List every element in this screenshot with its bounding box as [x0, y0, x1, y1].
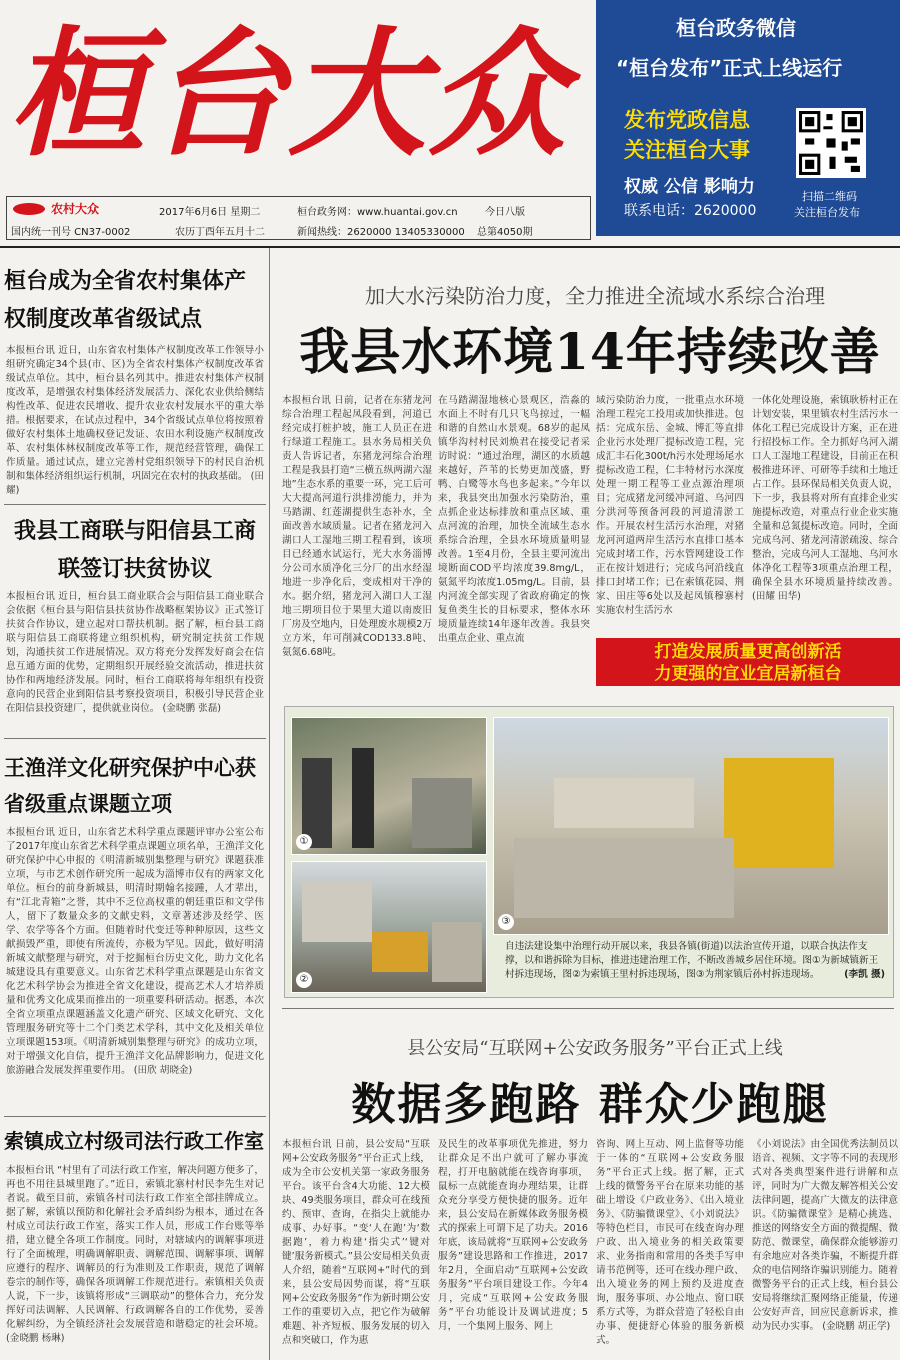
second-story-headline: 数据多跑路 群众少跑腿 [351, 1079, 829, 1130]
section-divider [282, 1008, 894, 1009]
story-title-rural-reform: 桓台成为全省农村集体产权制度改革省级试点 [4, 268, 247, 332]
story-body-wang-yuyang: 本报桓台讯 近日，山东省艺术科学重点课题评审办公室公布了2017年度山东省艺术科学重点课题立项名单，王渔洋文化研究保护中心申报的《明清新城别集整理与研究》课题获准立项，与市艺术创作研究所一起成为淄博市仅有的两家文化单位。桓台的前身新城县，明清时期翰名接踵，人才辈出，有“江北青箱”之誉，其中不乏位高权重的朝廷重臣和文学伟人，留下了数量众多的文献史料，文章著述涉及经学、医学、农学等各个方面。但随着时代变迁等种种原因，这些文献损毁严重，即使有所流传，亦极为罕见。因此，做好明清新城文献整理与研究，对于挖掘桓台历史文化，助力文化名城建设具有重要意义。山东省艺术科学重点课题是山东省文化艺术科学协会为推进全省文化建设，提高艺术人才培养质量和优秀文化成果而推出的一项重要科研活动。据悉，本次全省立项重点课题涵盖文化遗产研究、区域文化研究、文化管理服务研究等十二个门类艺术学科，其中文化及相关单位立项课题153项。《明清新城别集整理与研究》的成功立项，对于增强文化自信，提升王渔洋文化品牌影响力，促进文化旅游融合发展发挥重要作用。 (田欣 胡晓金) [6, 827, 264, 1076]
story-divider [4, 738, 266, 739]
story-body-suozhen-judicial: 本报桓台讯 “村里有了司法行政工作室，解决问题方便多了，再也不用往县城里跑了。”近日，索镇北寨村村民李先生对记者说。截至目前，索镇各村司法行政工作室全部挂牌成立。据了解，索镇以预防和化解社会矛盾纠纷为根本，通过在各村成立司法行政工作室，落实工作人员，形成工作台账等举措，建立健全各项工作制度。同时，对辖域内的调解事项进行了全面梳理，明确调解职责、调解范围、调解事项、调解应遵行的程序、调解员的行为准则及工作职责，规范了调解卷宗的制作等，确保各项调解工作规范进行。索镇相关负责人说，下一步，该镇将形成“三调联动”的整体合力，充分发挥好司法调解、人民调解、行政调解各自的工作优势，妥善化解纠纷，为全镇经济社会发展营造和谐稳定的社会环境。 (金晓鹏 杨琳) [6, 1165, 264, 1344]
slogan-line-2: 力更强的宜业宜居新桓台 [654, 664, 842, 684]
newspaper-title: 桓台大众 [8, 12, 569, 175]
second-story-column-3: 咨询、网上互动、网上监督等功能于一体的“互联网+公安政务服务”平台正式上线。据了解，正式上线的微警务平台在原来功能的基础上增设《户政业务》、《出入境业务》、《防骗微课堂》、《小刘说法》等特色栏目，市民可在线查询办理户政、出入境业务的相关政策要求、业务指南和常用的各类手写申请书范例等，还可在线办理户政、出入境业务的网上预约及进度查询，服务事项、办公地点、窗口联系方式等，为群众营造了轻松自由办事、便捷舒心体验的服务新模式。 [596, 1139, 744, 1346]
promo-slogan-2: 关注桓台大事 [624, 138, 750, 162]
photo-label-2: ② [296, 972, 312, 988]
lead-story-column-2: 在马踏湖湿地核心景观区，浩淼的水面上不时有几只飞鸟掠过，一幅和谐的自然山水景观。68岁的起凤镇华沟村村民刘焕君在接受记者采访时说：“通过治理，湖区的水质越来越好，芦苇的长势更加茂盛，野鸭、白鹭等水鸟也多起来。”今年以来，我县突出加强水污染防治，重点抓企业达标排放和重点区域、重点河流的治理，加快全流域生态水系综合治理，全县水环境质量明显改善。1至4月份，全县主要河流出境断面COD平均浓度39.8mg/L，氨氮平均浓度1.05mg/L。目前，县内河流全部实现了省政府确定的恢复鱼类生长的目标要求，整体水环境质量连续14年逐年改善。我县突出重点企业、重点流 [438, 395, 590, 644]
second-story-column-4: 《小刘说法》由全国优秀法制员以语音、视频、文字等不同的表现形式对各类典型案件进行讲解和点评，同时为广大微友解答相关公安法律问题，提高广大微友的法律意识。《防骗微课堂》是精心挑选、推送的网络安全方面的微提醒、微防范、微课堂，确保群众能够游刃有余地应对各类诈骗，不断提升群众的电信网络诈骗识别能力。随着微警务平台的正式上线，桓台县公安局将继续汇聚网络正能量，传递公安好声音，回应民意新诉求，推动为民办实事。 (金晓鹏 胡正学) [752, 1139, 898, 1332]
photo-label-1: ① [296, 834, 312, 850]
lead-story-headline: 我县水环境14年持续改善 [299, 322, 881, 381]
photo-demolition-3[interactable] [493, 717, 889, 935]
lead-story-column-4: 一体化处理设施，索镇耿桥村正在计划安装，果里镇农村生活污水一体化工程已完成设计方案，正在进行招投标工作。全力抓好乌河入湖口人工湿地工程建设，目前正在积极推进环评、可研等手续和土地迁占工作。县环保局相关负责人说，下一步，我县将对所有直排企业实施提标改造，对重点行业企业实施全量和总氮提标改造。同时，全面完成乌河、猪龙河清淤疏浚、综合整治，完成乌河人工湿地、乌河水体净化工程等3项重点治理工程，确保全县水环境质量持续改善。 (田耀 田华) [752, 395, 898, 602]
date-label: 2017年6月6日 星期二 [159, 207, 261, 218]
pages-label: 今日八版 [485, 207, 525, 218]
photo-scene-icon [292, 718, 487, 855]
qr-caption-2: 关注桓台发布 [794, 206, 860, 219]
masthead-info-bar [6, 196, 591, 240]
qr-caption-1: 扫描二维码 [802, 190, 857, 203]
promo-subtitle: “桓台发布”正式上线运行 [616, 56, 843, 80]
photo-demolition-1[interactable] [291, 717, 487, 855]
story-title-wang-yuyang: 王渔洋文化研究保护中心获省级重点课题立项 [4, 755, 256, 816]
photo-scene-icon [494, 718, 889, 935]
qr-code-icon[interactable] [796, 108, 866, 178]
red-slogan-banner [596, 638, 900, 686]
story-title-suozhen-judicial: 索镇成立村级司法行政工作室 [4, 1129, 264, 1153]
promo-tagline: 权威 公信 影响力 [624, 177, 755, 197]
lead-story-column-1: 本报桓台讯 日前，记者在东猪龙河综合治理工程起凤段看到，河道已经完成打桩护坡，施工人员正在进行绿道工程施工。县水务局相关负责人告诉记者，东猪龙河综合治理工程是我县打造“三横五纵两湖六湿地”生态水系的重要一环，完工后可大大提高河道行洪排涝能力，并为马踏湖、红莲湖提供生态补水，全面改善水域质量。记者在猪龙河入湖口人工湿地三期工程看到，该项目已经通水试运行，光大水务淄博分公司水质净化三分厂的出水经湿地进一步净化后，变成相对干净的水。据介绍，猪龙河入湖口人工湿地三期项目位于果里大道以南废旧厂房及空地内，日处理废水规模2万立方米，年可削减COD133.8吨、氨氮6.68吨。 [282, 395, 432, 658]
photo-caption-text: 自违法建设集中治理行动开展以来，我县各镇(街道)以法治宣传开道，以联合执法作支撑，以和谐拆除为目标，推进违建治理工作，不断改善城乡居住环境。图①为新城镇新王村拆违现场，图②为索镇王里村拆违现场，图③为荆家镇后孙村拆违现场。 [505, 941, 879, 980]
masthead [0, 0, 590, 242]
photo-credit: (李凯 摄) [844, 969, 885, 980]
lunar-date-label: 农历丁酉年五月十二 [175, 227, 265, 238]
lead-story-kicker: 加大水污染防治力度，全力推进全流域水系综合治理 [365, 284, 825, 308]
sub-logo: 农村大众 [51, 202, 100, 216]
promo-title: 桓台政务微信 [676, 16, 796, 40]
issn-label: 国内统一刊号 CN37-0002 [11, 227, 131, 238]
hotline-label: 新闻热线：2620000 13405330000 [297, 227, 465, 238]
story-title-commerce-federation: 我县工商联与阳信县工商联签订扶贫协议 [13, 518, 256, 582]
wechat-promo-box [596, 0, 900, 236]
photo-demolition-2[interactable] [291, 861, 487, 993]
photo-label-3: ③ [498, 914, 514, 930]
photo-caption [505, 940, 885, 982]
second-story-column-1: 本报桓台讯 日前，县公安局“互联网+公安政务服务”平台正式上线，成为全市公安机关第一家政务服务平台。该平台含4大功能、12大模块、49类服务项目，群众可在线预约、预审、查询，在指尖上就能办成事、办好事。“变‘人在跑’为‘数据跑’，着力构建‘指尖式’‘键对键’服务新模式。”县公安局相关负责人介绍，随着“互联网+”时代的到来，县公安局因势而谋，将“互联网+公安政务服务”作为新时期公安工作的重要切入点，把它作为破解难题、补齐短板、服务发展的切入点和突破口，作为惠 [282, 1139, 430, 1346]
promo-slogan-1: 发布党政信息 [624, 108, 750, 132]
promo-phone: 联系电话：2620000 [624, 203, 757, 219]
second-story-kicker: 县公安局“互联网+公安政务服务”平台正式上线 [407, 1038, 783, 1059]
website-label: 桓台政务网：www.huantai.gov.cn [297, 207, 458, 218]
logo-mark-icon [11, 201, 47, 217]
second-story-column-2: 及民生的改革事项优先推进，努力让群众足不出户就可了解办事流程，打开电脑就能在线咨询事项，鼠标一点就能查询办理结果，让群众充分享受方便快捷的服务。近年来，县公安局在新媒体政务服务模式的探索上可谓下足了功夫。2016年底，该局就将“互联网+公安政务服务”建设思路和工作推进，2017年2月，全面启动“互联网+公安政务服务”平台项目建设工作。今年4月，完成“互联网+公安政务服务”平台功能设计及调试进度；5月，一个集网上服务、网上 [438, 1139, 588, 1332]
photo-scene-icon [292, 862, 487, 993]
story-divider [4, 1116, 266, 1117]
story-body-rural-reform: 本报桓台讯 近日，山东省农村集体产权制度改革工作领导小组研究确定34个县(市、区)为全省农村集体产权制度改革省级试点单位。其中，桓台县名列其中。推进农村集体产权制度改革，是增强农村集体经济发展活力、深化农业供给侧结构性改革、促进农民增收、提升农业农村发展水平的重大举措。根据要求，在试点过程中，34个省级试点单位将按照着做好农村集体土地确权登记发证、农田水利设施产权制度改革、农村集体林权制度改革等工作，规范经营管理，确保工作质量。通过试点，建立完善村党组织领导下的村民自治机制和集体经济组织运行机制，巩固完在农村的执政基础。 (田耀) [6, 345, 264, 496]
slogan-line-1: 打造发展质量更高创新活 [654, 642, 842, 662]
story-body-commerce-federation: 本报桓台讯 近日，桓台县工商业联合会与阳信县工商业联合会依据《桓台县与阳信县扶贫协作战略框架协议》正式签订扶贫合作协议，建立起对口帮扶机制。据了解，桓台县工商联与阳信县工商联将建立组织机构，研究制定扶贫工作规划，沟通扶贫工作进展情况。双方将充分发挥发好商会在信息互通方面的优势，定期组织开展经验交流活动，推进扶贫协作和两地经济发展。同时，桓台工商联将每年组织有投资意向的民营企业到阳信县考察投资项目，积极引导民营企业在阳信县投资建厂，提供就业岗位。 (金晓鹏 张磊) [6, 591, 264, 714]
issue-number: 总第4050期 [477, 227, 533, 238]
lead-story-column-3: 域污染防治力度，一批重点水环境治理工程完工投用或加快推进。包括：完成东岳、金城、博汇等直排企业污水处理厂提标改造工程，完成汇丰石化300t/h污水处理场尾水提标改造工程，仁丰特材污水深度处理一期工程等工业点源治理项目；完成猪龙河缓冲河道、乌河四分洪河等预备河段的河道清淤工作。开展农村生活污水治理，对猪龙河河道两岸生活污水直排口基本完成封堵工作，污水管网建设工作正在按计划进行；完成乌河沿线直排口封堵工作；已在索镇花园、荆家、田庄等6处以及起凤镇穆寨村实施农村生活污水 [596, 395, 744, 616]
story-divider [4, 504, 266, 505]
